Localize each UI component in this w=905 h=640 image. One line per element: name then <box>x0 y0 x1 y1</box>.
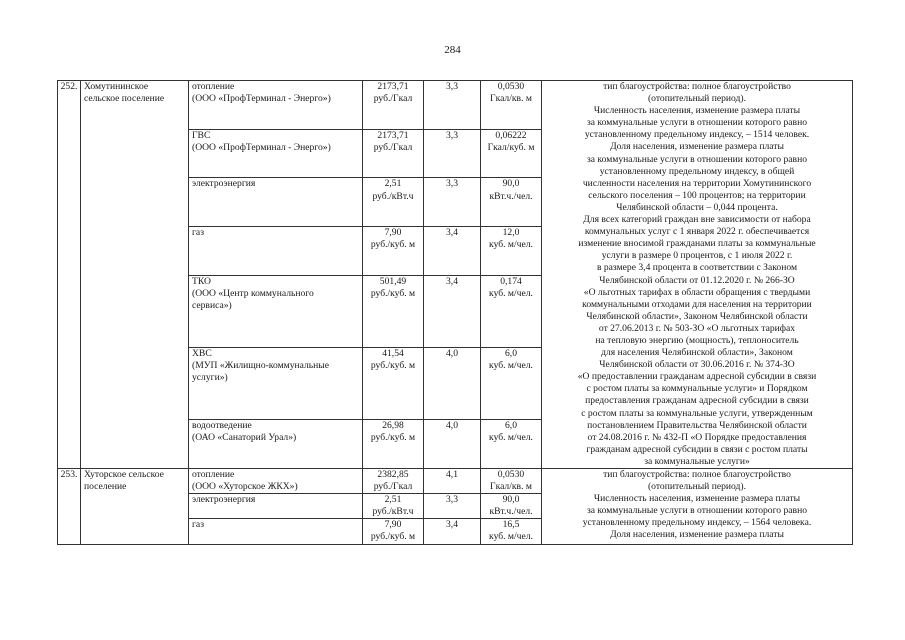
tariff-value <box>363 348 424 420</box>
index-percent-line: 3,3 <box>446 81 458 92</box>
service-name-line: электроэнергия <box>192 178 256 190</box>
row-description-line: (отопительный период). <box>647 481 747 493</box>
tariff-value <box>363 81 424 130</box>
row-description-line: с ростом платы за коммунальные услуги, утвержденным <box>581 407 813 419</box>
row-description-line: тип благоустройства: полное благоустройство <box>603 469 791 480</box>
row-description-line: «О льготных тарифах в области обращения с твердыми <box>583 286 811 298</box>
consumption-volume <box>481 129 542 178</box>
row-description-line: установленному предельному индексу, – 1564 человека. <box>582 517 812 529</box>
tariff-value <box>363 227 424 276</box>
row-number-line: 252. <box>60 81 78 92</box>
service-name-line: (ООО «ПрофТерминал - Энерго») <box>192 141 331 153</box>
consumption-volume <box>481 494 542 519</box>
index-percent <box>424 420 481 469</box>
tariff-value-line: 2382,85 <box>377 469 409 480</box>
row-description-line: Численность населения, изменение размера платы <box>593 493 801 505</box>
consumption-volume <box>481 178 542 227</box>
service-name-line: (ООО «ПрофТерминал - Энерго») <box>192 93 331 105</box>
index-percent-line: 4,1 <box>446 469 458 480</box>
row-description-line: от 24.08.2016 г. № 432-П «О Порядке предоставления <box>587 431 807 443</box>
consumption-volume-line: 90,0 <box>502 494 520 506</box>
settlement-name-line: сельское поселение <box>84 93 165 105</box>
index-percent-line: 3,3 <box>446 129 458 141</box>
tariff-value <box>363 129 424 178</box>
settlement-name-line: Хуторское сельское <box>84 469 164 480</box>
consumption-volume <box>481 227 542 276</box>
consumption-volume-line: 0,0530 <box>497 81 525 92</box>
service-name <box>189 227 363 276</box>
tariff-value-line: руб./Гкал <box>373 481 413 493</box>
row-description-line: «О предоставлении гражданам адресной субсидии в связи <box>577 371 817 383</box>
tariff-value <box>363 494 424 519</box>
index-percent <box>424 519 481 544</box>
index-percent <box>424 348 481 420</box>
row-description-line: Челябинской области – 0,044 процента. <box>616 201 778 213</box>
consumption-volume-line: 0,174 <box>500 275 522 287</box>
service-name <box>189 469 363 494</box>
consumption-volume-line: Гкал/кв. м <box>490 93 532 105</box>
consumption-volume <box>481 81 542 130</box>
row-description-line: Доля населения, изменение размера платы <box>610 141 784 153</box>
index-percent-line: 3,3 <box>446 494 458 506</box>
consumption-volume <box>481 420 542 469</box>
tariff-value-line: 2,51 <box>384 494 402 506</box>
row-description-line: Численность населения, изменение размера платы <box>593 105 801 117</box>
row-number <box>58 469 81 545</box>
service-name-line: услуги») <box>192 372 228 384</box>
row-description-line: Доля населения, изменение размера платы <box>610 529 784 541</box>
row-description-line: с ростом платы за коммунальные услуги» и Порядком <box>586 383 808 395</box>
tariff-value-line: 26,98 <box>382 420 404 432</box>
service-name <box>189 519 363 544</box>
consumption-volume-line: Гкал/кв. м <box>490 481 532 493</box>
index-percent-line: 3,4 <box>446 275 458 287</box>
row-description-line: от 27.06.2013 г. № 503-ЗО «О льготных тарифах <box>598 322 796 334</box>
consumption-volume <box>481 519 542 544</box>
row-description-line: постановлением Правительства Челябинской области <box>587 419 807 431</box>
tariff-value <box>363 420 424 469</box>
tariff-value-line: 2173,71 <box>377 129 409 141</box>
index-percent <box>424 129 481 178</box>
service-name-line: ХВС <box>192 348 212 360</box>
tariff-value-line: 2,51 <box>384 178 402 190</box>
tariff-value-line: руб./кВт.ч <box>372 190 414 202</box>
tariff-value-line: руб./куб. м <box>370 360 416 372</box>
row-description-line: коммунальными отходами для населения на территории <box>582 298 812 310</box>
row-description-line: (отопительный период). <box>647 93 747 105</box>
row-description-line: предоставления гражданам адресной субсидии в связи <box>585 395 809 407</box>
consumption-volume-line: 90,0 <box>502 178 520 190</box>
service-name <box>189 129 363 178</box>
service-name-line: (МУП «Жилищно-коммунальные <box>192 360 330 372</box>
consumption-volume-line: куб. м/чел. <box>489 360 533 372</box>
service-name-line: ТКО <box>192 275 211 287</box>
index-percent <box>424 275 481 347</box>
table-row <box>58 469 853 494</box>
consumption-volume-line: 0,0530 <box>497 469 525 480</box>
tariff-value-line: 7,90 <box>384 227 402 239</box>
service-name <box>189 81 363 130</box>
tariff-value-line: руб./куб. м <box>370 432 416 444</box>
row-description-line: гражданам адресной субсидии в связи с ростом платы <box>586 443 808 455</box>
service-name-line: (ОАО «Санаторий Урал») <box>192 432 297 444</box>
index-percent <box>424 469 481 494</box>
index-percent-line: 3,3 <box>446 178 458 190</box>
tariff-value-line: 501,49 <box>379 275 407 287</box>
tariff-value-line: руб./Гкал <box>373 141 413 153</box>
consumption-volume-line: 6,0 <box>505 420 517 432</box>
settlement-name <box>81 81 189 469</box>
tariff-value-line: руб./куб. м <box>370 288 416 300</box>
tariff-value <box>363 519 424 544</box>
consumption-volume-line: 16,5 <box>502 519 520 531</box>
service-name-line: (ООО «Центр коммунального <box>192 288 314 300</box>
service-name-line: ГВС <box>192 129 211 141</box>
consumption-volume-line: куб. м/чел. <box>489 432 533 444</box>
row-description-line: Челябинской области от 01.12.2020 г. № 266-ЗО <box>599 274 795 286</box>
settlement-name-line: поселение <box>84 481 127 493</box>
row-description-line: за коммунальные услуги в отношении которого равно <box>586 153 808 165</box>
row-description-line: сельского поселения – 100 процентов; на территории <box>588 189 806 201</box>
row-description-line: за коммунальные услуги в отношении которого равно <box>586 505 808 517</box>
row-description-line: Для всех категорий граждан вне зависимости от набора <box>583 214 811 226</box>
service-name-line: отопление <box>192 81 235 92</box>
row-description-line: численности населения на территории Хомутининского <box>582 177 812 189</box>
consumption-volume-line: куб. м/чел. <box>489 239 533 251</box>
row-description <box>542 81 853 469</box>
consumption-volume-line: 0,06222 <box>495 129 527 141</box>
row-number <box>58 81 81 469</box>
row-description-line: тип благоустройства: полное благоустройство <box>603 81 791 92</box>
consumption-volume <box>481 275 542 347</box>
consumption-volume-line: куб. м/чел. <box>489 531 533 543</box>
consumption-volume-line: 12,0 <box>502 227 520 239</box>
row-description-line: установленному предельному индексу, – 1514 человек. <box>584 129 810 141</box>
consumption-volume-line: куб. м/чел. <box>489 288 533 300</box>
page-number: 284 <box>444 44 461 56</box>
service-name <box>189 494 363 519</box>
settlement-name <box>81 469 189 545</box>
index-percent-line: 4,0 <box>446 348 458 360</box>
service-name <box>189 420 363 469</box>
index-percent <box>424 227 481 276</box>
index-percent <box>424 178 481 227</box>
consumption-volume-line: кВт.ч./чел. <box>489 506 533 518</box>
row-description-line: коммунальных услуг с 1 января 2022 г. обеспечивается <box>584 226 810 238</box>
row-description-line: услуги в размере 0 процентов, с 1 июля 2022 г. <box>601 250 793 262</box>
service-name-line: газ <box>192 519 204 531</box>
tariff-table <box>57 80 853 545</box>
row-number-line: 253. <box>60 469 78 480</box>
tariff-value <box>363 275 424 347</box>
service-name <box>189 275 363 347</box>
consumption-volume <box>481 348 542 420</box>
row-description-line: за коммунальные услуги в отношении которого равно <box>586 117 808 129</box>
settlement-name-line: Хомутининское <box>84 81 149 92</box>
tariff-value <box>363 469 424 494</box>
service-name <box>189 348 363 420</box>
tariff-value-line: 41,54 <box>382 348 404 360</box>
row-description <box>542 469 853 545</box>
row-description-line: установленному предельному индексу, в общей <box>599 165 795 177</box>
service-name-line: (ООО «Хуторское ЖКХ») <box>192 481 298 493</box>
table-row <box>58 81 853 130</box>
service-name-line: сервиса») <box>192 300 232 312</box>
consumption-volume-line: кВт.ч./чел. <box>489 190 533 202</box>
row-description-line: за коммунальные услуги» <box>644 455 750 467</box>
row-description-line: на тепловую энергию (мощность), теплоноситель <box>595 334 799 346</box>
tariff-value-line: руб./куб. м <box>370 531 416 543</box>
row-description-line: в размере 3,4 процента в соответствии с Законом <box>596 262 798 274</box>
consumption-volume <box>481 469 542 494</box>
tariff-value-line: руб./Гкал <box>373 93 413 105</box>
row-description-line: для населения Челябинской области», Законом <box>601 347 793 359</box>
tariff-value-line: 2173,71 <box>377 81 409 92</box>
row-description-line: Челябинской области от 30.06.2016 г. № 374-ЗО <box>599 359 795 371</box>
service-name-line: электроэнергия <box>192 494 256 506</box>
index-percent-line: 3,4 <box>446 519 458 531</box>
tariff-value <box>363 178 424 227</box>
row-description-line: Челябинской области», Законом Челябинской области <box>586 310 808 322</box>
consumption-volume-line: 6,0 <box>505 348 517 360</box>
service-name-line: отопление <box>192 469 235 480</box>
tariff-value-line: руб./кВт.ч <box>372 506 414 518</box>
index-percent-line: 4,0 <box>446 420 458 432</box>
index-percent <box>424 81 481 130</box>
service-name <box>189 178 363 227</box>
service-name-line: водоотведение <box>192 420 252 432</box>
service-name-line: газ <box>192 227 204 239</box>
index-percent <box>424 494 481 519</box>
tariff-value-line: 7,90 <box>384 519 402 531</box>
row-description-line: изменение вносимой гражданами платы за коммунальные <box>578 238 816 250</box>
consumption-volume-line: Гкал/куб. м <box>487 141 535 153</box>
tariff-value-line: руб./куб. м <box>370 239 416 251</box>
index-percent-line: 3,4 <box>446 227 458 239</box>
